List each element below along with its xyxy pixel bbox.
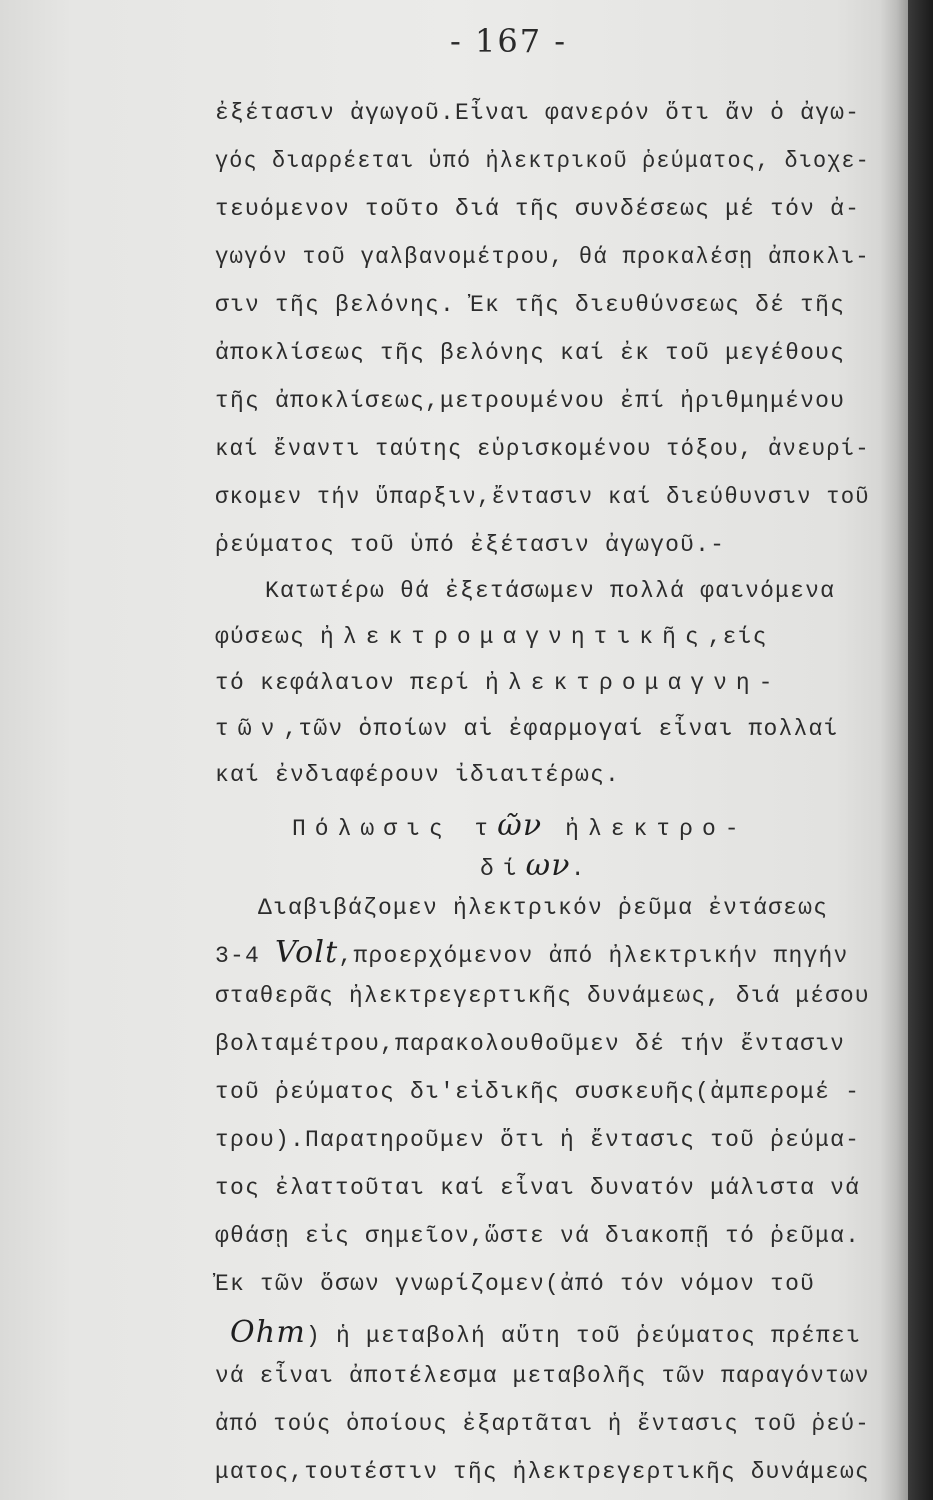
book-binding <box>908 0 933 1500</box>
handwritten-correction: ων <box>525 848 571 883</box>
text-line: ῥεύματος τοῦ ὑπό ἐξέτασιν ἀγωγοῦ.- <box>215 532 726 558</box>
text-line: φθάσῃ εἰς σημεῖον,ὥστε νά διακοπῇ τό ῥεῦμα. <box>215 1223 861 1249</box>
text-line: τος ἐλαττοῦται καί εἶναι δυνατόν μάλιστα νά <box>215 1175 861 1201</box>
text-line: γωγόν τοῦ γαλβανομέτρου, θά προκαλέσῃ ἀποκλι- <box>215 244 870 270</box>
page-edge-shadow <box>880 0 908 1500</box>
text-fragment: τό κεφάλαιον περί <box>215 670 486 696</box>
text-line: Διαβιβάζομεν ἠλεκτρικόν ῥεῦμα ἐντάσεως <box>258 895 829 921</box>
text-fragment: ,είς <box>707 624 768 650</box>
text-line: τῆς ἀποκλίσεως,μετρουμένου ἐπί ἠριθμημένου <box>215 388 846 414</box>
text-line <box>215 624 768 650</box>
text-line: ἀποκλίσεως τῆς βελόνης καί ἐκ τοῦ μεγέθους <box>215 340 846 366</box>
text-fragment: ,τῶν ὁποίων αἱ ἐφαρμογαί εἶναι πολλαί <box>283 716 839 742</box>
text-fragment: 3-4 <box>215 943 276 969</box>
text-line: τοῦ ῥεύματος δι'εἰδικῆς συσκευῆς(ἀμπερομέ - <box>215 1079 861 1105</box>
spaced-term: ἠλεκτρομαγνητικῆς <box>320 624 708 650</box>
text-line: καί ἐνδιαφέρουν ἰδιαιτέρως. <box>215 762 621 788</box>
text-line: ἐξέτασιν ἀγωγοῦ.Εἶναι φανερόν ὅτι ἄν ὁ ἀγω- <box>215 100 861 126</box>
text-line: γός διαρρέεται ὑπό ἠλεκτρικοῦ ῥεύματος, διοχε- <box>215 148 870 174</box>
heading-fragment: ἠλεκτρο- <box>542 816 748 842</box>
text-line: ματος,τουτέστιν τῆς ἠλεκτρεγερτικῆς δυνάμεως <box>215 1459 870 1485</box>
text-line <box>215 716 839 742</box>
text-fragment: φύσεως <box>215 624 321 650</box>
text-line <box>215 670 781 696</box>
text-fragment: ,προερχόμενον ἀπό ἠλεκτρικήν πηγήν <box>338 943 849 969</box>
text-line: νά εἶναι ἀποτέλεσμα μεταβολῆς τῶν παραγόντων <box>215 1363 870 1389</box>
text-line: καί ἔναντι ταύτης εὑρισκομένου τόξου, ἀνευρί- <box>215 436 870 462</box>
text-line: ἀπό τούς ὁποίους ἐξαρτᾶται ἡ ἔντασις τοῦ ῥεύ- <box>215 1411 870 1437</box>
text-line: τευόμενον τοῦτο διά τῆς συνδέσεως μέ τόν ἀ- <box>215 196 861 222</box>
heading-fragment: Πόλωσις τ <box>292 816 498 842</box>
text-line: σταθερᾶς ἠλεκτρεγερτικῆς δυνάμεως, διά μέσου <box>215 983 870 1009</box>
spaced-term: ἠλεκτρομαγνη- <box>485 670 782 696</box>
page-number: - 167 - <box>450 22 568 60</box>
text-line: σκομεν τήν ὕπαρξιν,ἔντασιν καί διεύθυνσιν τοῦ <box>215 484 870 510</box>
text-line: Κατωτέρω θά ἐξετάσωμεν πολλά φαινόμενα <box>265 578 836 604</box>
text-line <box>215 935 849 970</box>
text-line: σιν τῆς βελόνης. Ἐκ τῆς διευθύνσεως δέ τῆς <box>215 292 846 318</box>
section-heading <box>292 808 748 843</box>
handwritten-unit: Ohm <box>230 1315 306 1350</box>
text-line: Ἐκ τῶν ὅσων γνωρίζομεν(ἀπό τόν νόμον τοῦ <box>215 1271 816 1297</box>
heading-fragment: δί <box>480 856 526 882</box>
handwritten-correction: ῶν <box>497 808 543 843</box>
heading-fragment: . <box>570 856 586 882</box>
text-line <box>230 1315 861 1350</box>
text-line: βολταμέτρου,παρακολουθοῦμεν δέ τήν ἔντασιν <box>215 1031 846 1057</box>
handwritten-unit: Volt <box>275 935 339 970</box>
text-line: τρου).Παρατηροῦμεν ὅτι ἡ ἔντασις τοῦ ῥεύμα- <box>215 1127 861 1153</box>
section-heading <box>480 848 586 883</box>
spaced-term: τῶν <box>215 716 284 742</box>
text-fragment: ) ἡ μεταβολή αὕτη τοῦ ῥεύματος πρέπει <box>305 1323 862 1349</box>
